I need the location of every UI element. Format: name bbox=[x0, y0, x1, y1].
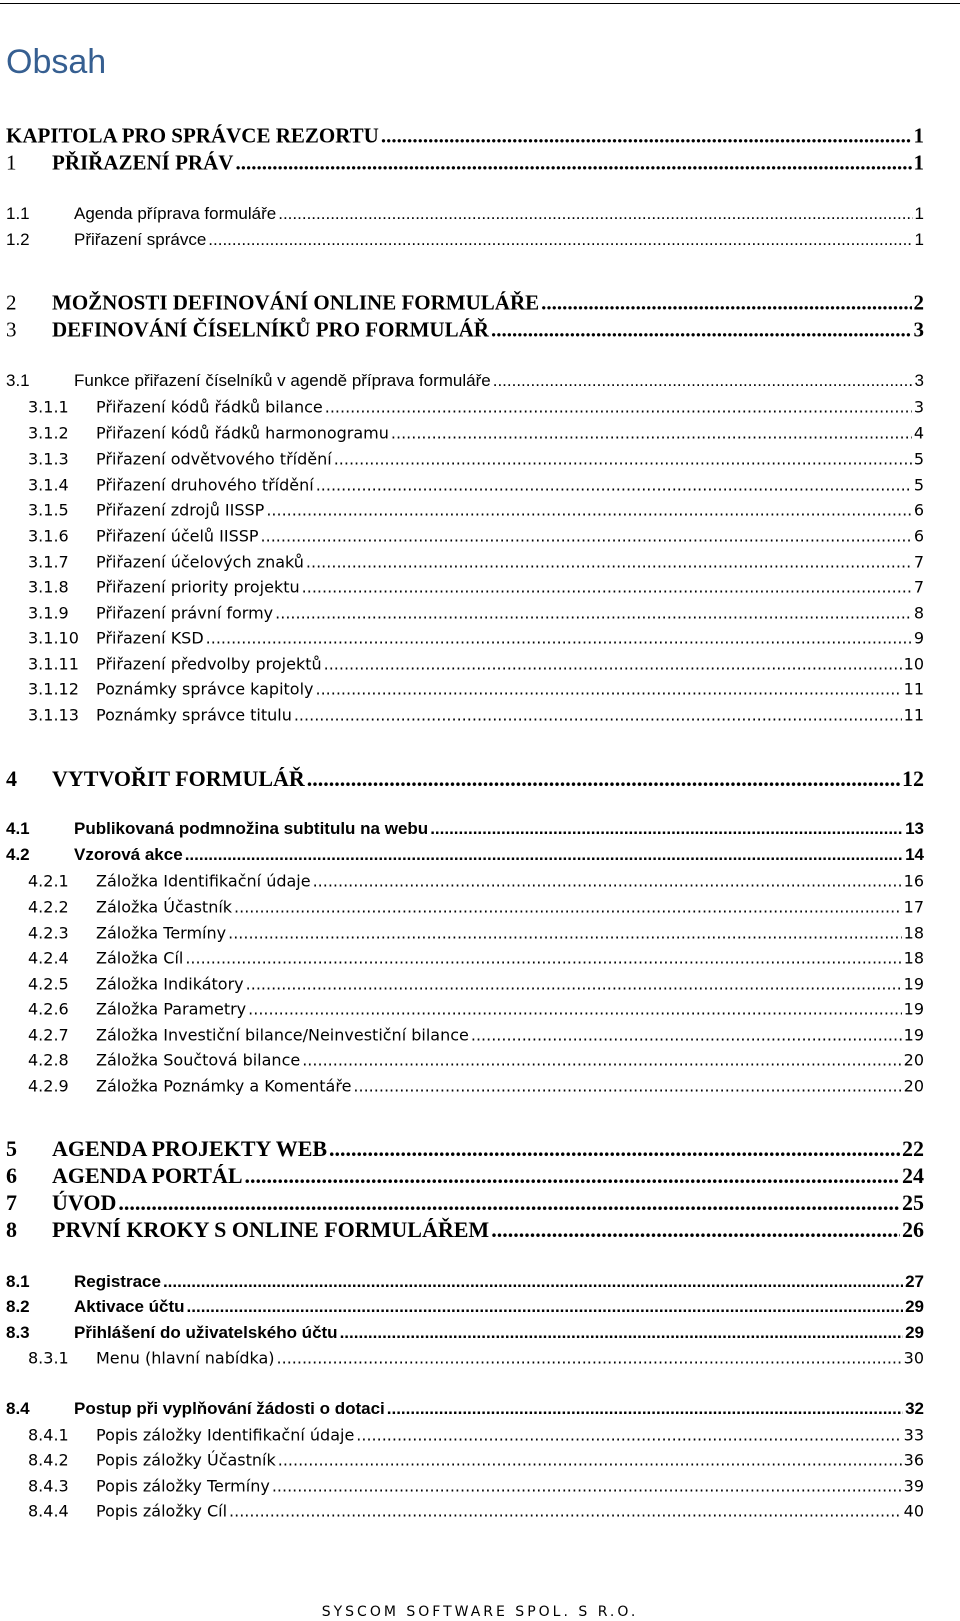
toc-dot-leader bbox=[266, 501, 911, 520]
toc-entry-page: 1 bbox=[913, 150, 924, 175]
toc-entry-number: 4.2.2 bbox=[28, 897, 69, 917]
toc-entry-number: 8.3 bbox=[6, 1323, 30, 1342]
toc-entry-page: 11 bbox=[903, 679, 924, 699]
toc-entry[interactable] bbox=[0, 1000, 960, 1019]
toc-dot-leader bbox=[294, 706, 902, 725]
toc-entry[interactable] bbox=[0, 1399, 960, 1419]
toc-entry-number: 3.1.9 bbox=[28, 603, 69, 623]
toc-dot-leader bbox=[208, 230, 912, 250]
toc-entry-number: 8.3.1 bbox=[28, 1348, 69, 1368]
toc-entry-number: 8.4 bbox=[6, 1399, 30, 1418]
toc-entry[interactable] bbox=[0, 527, 960, 546]
toc-entry-title: Přiřazení účelů IISSP bbox=[96, 526, 259, 546]
toc-dot-leader bbox=[277, 1349, 902, 1368]
toc-entry-number: 4.1 bbox=[6, 819, 30, 838]
toc-dot-leader bbox=[185, 949, 901, 968]
toc-entry[interactable] bbox=[0, 501, 960, 520]
toc-entry[interactable] bbox=[0, 398, 960, 417]
toc-entry-number: 4.2.9 bbox=[28, 1076, 69, 1096]
toc-entry-title: Přiřazení správce bbox=[74, 230, 207, 249]
toc-entry-title: Záložka Parametry bbox=[96, 999, 247, 1019]
toc-entry-title: Popis záložky Termíny bbox=[96, 1476, 270, 1496]
toc-entry-number: 8.4.3 bbox=[28, 1476, 69, 1496]
toc-entry-title: AGENDA PROJEKTY WEB bbox=[52, 1136, 328, 1161]
toc-entry-title: PRVNÍ KROKY S ONLINE FORMULÁŘEM bbox=[52, 1217, 490, 1242]
toc-dot-leader bbox=[307, 766, 900, 792]
toc-entry-title: Záložka Součtová bilance bbox=[96, 1050, 301, 1070]
toc-dot-leader bbox=[334, 450, 912, 469]
toc-dot-leader bbox=[541, 291, 911, 316]
toc-dot-leader bbox=[234, 898, 902, 917]
toc-entry-number: 1.2 bbox=[6, 230, 30, 249]
toc-entry-title: Záložka Indikátory bbox=[96, 974, 244, 994]
toc-entry-number: 2 bbox=[6, 290, 17, 315]
toc-entry-number: 3.1.7 bbox=[28, 552, 69, 572]
toc-entry-page: 1 bbox=[913, 123, 924, 148]
toc-entry[interactable] bbox=[0, 1477, 960, 1496]
toc-entry[interactable] bbox=[0, 819, 960, 839]
toc-entry-title: Popis záložky Cíl bbox=[96, 1501, 228, 1521]
toc-entry-page: 11 bbox=[903, 705, 924, 725]
toc-dot-leader bbox=[278, 1451, 902, 1470]
toc-entry-page: 24 bbox=[902, 1163, 924, 1188]
toc-entry-title: Vzorová akce bbox=[74, 845, 183, 864]
toc-entry-number: 4.2.7 bbox=[28, 1025, 69, 1045]
toc-entry-number: 1 bbox=[6, 150, 17, 175]
toc-dot-leader bbox=[228, 924, 902, 943]
toc-entry-page: 7 bbox=[913, 577, 924, 597]
toc-entry-number: 4.2 bbox=[6, 845, 30, 864]
toc-entry-title: Přiřazení účelových znaků bbox=[96, 552, 304, 572]
toc-entry-page: 33 bbox=[903, 1425, 924, 1445]
toc-entry[interactable] bbox=[0, 151, 960, 176]
toc-dot-leader bbox=[187, 1297, 904, 1317]
toc-dot-leader bbox=[391, 424, 912, 443]
toc-entry[interactable] bbox=[0, 1297, 960, 1317]
toc-entry-number: 8.4.4 bbox=[28, 1501, 69, 1521]
toc-entry-number: 4 bbox=[6, 766, 17, 791]
toc-entry-title: Přihlášení do uživatelského účtu bbox=[74, 1323, 338, 1342]
toc-entry[interactable] bbox=[0, 604, 960, 623]
toc-entry-title: Menu (hlavní nabídka) bbox=[96, 1348, 275, 1368]
toc-entry-number: 3 bbox=[6, 317, 17, 342]
toc-entry-number: 3.1.13 bbox=[28, 705, 79, 725]
toc-dot-leader bbox=[302, 578, 912, 597]
toc-entry-title: Přiřazení druhového třídění bbox=[96, 475, 314, 495]
toc-entry-page: 3 bbox=[913, 397, 924, 417]
toc-entry-number: 3.1.12 bbox=[28, 679, 79, 699]
toc-entry-page: 32 bbox=[905, 1399, 924, 1418]
toc-entry[interactable] bbox=[0, 680, 960, 699]
toc-entry-page: 26 bbox=[902, 1217, 924, 1242]
toc-entry[interactable] bbox=[0, 872, 960, 891]
toc-entry-number: 4.2.1 bbox=[28, 871, 69, 891]
toc-entry-title: Záložka Účastník bbox=[96, 897, 233, 917]
toc-entry[interactable] bbox=[0, 450, 960, 469]
toc-entry-title: Přiřazení předvolby projektů bbox=[96, 654, 322, 674]
toc-entry-page: 13 bbox=[905, 819, 924, 838]
toc-entry-page: 10 bbox=[903, 654, 924, 674]
toc-entry-page: 6 bbox=[913, 526, 924, 546]
toc-entry-title: ÚVOD bbox=[52, 1190, 117, 1215]
toc-entry-number: 3.1.11 bbox=[28, 654, 79, 674]
toc-entry[interactable] bbox=[0, 766, 960, 792]
toc-entry-page: 27 bbox=[905, 1272, 924, 1291]
toc-entry-page: 19 bbox=[903, 974, 924, 994]
toc-dot-leader bbox=[272, 1477, 902, 1496]
toc-dot-leader bbox=[206, 629, 912, 648]
toc-entry-page: 20 bbox=[903, 1050, 924, 1070]
toc-dot-leader bbox=[302, 1051, 901, 1070]
toc-entry-title: DEFINOVÁNÍ ČÍSELNÍKŮ PRO FORMULÁŘ bbox=[52, 317, 489, 342]
toc-entry[interactable] bbox=[0, 424, 960, 443]
toc-entry-number: 8.1 bbox=[6, 1272, 30, 1291]
toc-entry-page: 5 bbox=[913, 475, 924, 495]
toc-dot-leader bbox=[313, 872, 902, 891]
toc-dot-leader bbox=[325, 398, 912, 417]
toc-entry-title: Přiřazení kódů řádků bilance bbox=[96, 397, 323, 417]
toc-entry-number: 4.2.8 bbox=[28, 1050, 69, 1070]
toc-entry-page: 14 bbox=[905, 845, 924, 864]
toc-entry-title: Záložka Investiční bilance/Neinvestiční bilance bbox=[96, 1025, 469, 1045]
toc-entry-page: 7 bbox=[913, 552, 924, 572]
toc-entry-number: 3.1.1 bbox=[28, 397, 69, 417]
toc-dot-leader bbox=[235, 151, 911, 176]
toc-entry[interactable] bbox=[0, 318, 960, 343]
toc-entry-page: 9 bbox=[913, 628, 924, 648]
toc-entry-title: Přiřazení zdrojů IISSP bbox=[96, 500, 265, 520]
toc-entry-number: 6 bbox=[6, 1163, 17, 1188]
toc-entry-number: 8.2 bbox=[6, 1297, 30, 1316]
toc-entry-number: 4.2.6 bbox=[28, 999, 69, 1019]
toc-entry-number: 8 bbox=[6, 1217, 17, 1242]
toc-dot-leader bbox=[185, 845, 903, 865]
toc-entry[interactable] bbox=[0, 706, 960, 725]
toc-entry[interactable] bbox=[0, 553, 960, 572]
toc-dot-leader bbox=[381, 124, 912, 149]
toc-dot-leader bbox=[278, 204, 912, 224]
toc-entry-title: KAPITOLA PRO SPRÁVCE REZORTU bbox=[6, 123, 379, 148]
toc-dot-leader bbox=[493, 371, 913, 391]
toc-dot-leader bbox=[324, 655, 902, 674]
toc-entry-title: Poznámky správce kapitoly bbox=[96, 679, 314, 699]
toc-entry-page: 29 bbox=[905, 1323, 924, 1342]
toc-entry[interactable] bbox=[0, 230, 960, 250]
toc-entry-page: 39 bbox=[903, 1476, 924, 1496]
toc-dot-leader bbox=[491, 318, 912, 343]
toc-dot-leader bbox=[246, 975, 902, 994]
toc-dot-leader bbox=[356, 1426, 901, 1445]
toc-entry[interactable] bbox=[0, 1163, 960, 1189]
toc-entry-page: 8 bbox=[913, 603, 924, 623]
toc-entry-number: 4.2.4 bbox=[28, 948, 69, 968]
toc-entry[interactable] bbox=[0, 898, 960, 917]
toc-entry-page: 19 bbox=[903, 999, 924, 1019]
toc-entry-number: 3.1.10 bbox=[28, 628, 79, 648]
top-rule bbox=[0, 3, 960, 4]
toc-entry-title: Postup při vyplňování žádosti o dotaci bbox=[74, 1399, 385, 1418]
toc-entry[interactable] bbox=[0, 1451, 960, 1470]
toc-entry-title: VYTVOŘIT FORMULÁŘ bbox=[52, 766, 305, 791]
toc-entry-title: MOŽNOSTI DEFINOVÁNÍ ONLINE FORMULÁŘE bbox=[52, 290, 540, 315]
toc-entry-title: Záložka Cíl bbox=[96, 948, 184, 968]
toc-entry-page: 18 bbox=[903, 948, 924, 968]
toc-entry-number: 4.2.5 bbox=[28, 974, 69, 994]
toc-entry[interactable] bbox=[0, 1272, 960, 1292]
toc-entry-page: 3 bbox=[913, 317, 924, 342]
toc-entry-title: Záložka Poznámky a Komentáře bbox=[96, 1076, 352, 1096]
toc-entry-page: 16 bbox=[903, 871, 924, 891]
toc-entry-number: 7 bbox=[6, 1190, 17, 1215]
toc-entry-number: 8.4.2 bbox=[28, 1450, 69, 1470]
toc-entry[interactable] bbox=[0, 1349, 960, 1368]
toc-entry[interactable] bbox=[0, 124, 960, 149]
toc-entry[interactable] bbox=[0, 975, 960, 994]
toc-entry-title: Přiřazení právní formy bbox=[96, 603, 274, 623]
toc-entry-number: 3.1.6 bbox=[28, 526, 69, 546]
toc-entry-page: 22 bbox=[902, 1136, 924, 1161]
toc-entry[interactable] bbox=[0, 1217, 960, 1243]
toc-dot-leader bbox=[430, 819, 903, 839]
toc-entry-number: 8.4.1 bbox=[28, 1425, 69, 1445]
toc-entry-number: 3.1.2 bbox=[28, 423, 69, 443]
toc-entry-number: 3.1.8 bbox=[28, 577, 69, 597]
toc-entry[interactable] bbox=[0, 949, 960, 968]
toc-entry[interactable] bbox=[0, 1051, 960, 1070]
toc-entry-title: PŘIŘAZENÍ PRÁV bbox=[52, 150, 234, 175]
toc-dot-leader bbox=[306, 553, 912, 572]
toc-dot-leader bbox=[248, 1000, 902, 1019]
toc-entry-number: 3.1.3 bbox=[28, 449, 69, 469]
toc-entry[interactable] bbox=[0, 1502, 960, 1521]
toc-entry-page: 17 bbox=[903, 897, 924, 917]
toc-dot-leader bbox=[245, 1163, 900, 1189]
toc-entry-title: Poznámky správce titulu bbox=[96, 705, 292, 725]
toc-entry-title: Záložka Identifikační údaje bbox=[96, 871, 311, 891]
toc-entry[interactable] bbox=[0, 845, 960, 865]
toc-entry-page: 3 bbox=[914, 371, 924, 390]
toc-entry-number: 3.1.5 bbox=[28, 500, 69, 520]
toc-entry-title: Aktivace účtu bbox=[74, 1297, 185, 1316]
toc-entry-page: 18 bbox=[903, 923, 924, 943]
toc-entry-title: Popis záložky Účastník bbox=[96, 1450, 276, 1470]
toc-entry[interactable] bbox=[0, 1136, 960, 1162]
toc-entry[interactable] bbox=[0, 1026, 960, 1045]
toc-entry[interactable] bbox=[0, 578, 960, 597]
toc-entry-title: Publikovaná podmnožina subtitulu na webu bbox=[74, 819, 429, 838]
toc-entry-title: Přiřazení KSD bbox=[96, 628, 204, 648]
toc-entry-page: 19 bbox=[903, 1025, 924, 1045]
toc-dot-leader bbox=[315, 680, 901, 699]
toc-entry-title: AGENDA PORTÁL bbox=[52, 1163, 243, 1188]
toc-dot-leader bbox=[353, 1077, 901, 1096]
toc-entry-title: Funkce přiřazení číselníků v agendě příprava formuláře bbox=[74, 371, 491, 390]
toc-entry-page: 6 bbox=[913, 500, 924, 520]
toc-entry[interactable] bbox=[0, 291, 960, 316]
toc-entry[interactable] bbox=[0, 1323, 960, 1343]
toc-entry-page: 1 bbox=[914, 230, 924, 249]
toc-entry[interactable] bbox=[0, 476, 960, 495]
toc-entry[interactable] bbox=[0, 371, 960, 391]
toc-dot-leader bbox=[229, 1502, 902, 1521]
toc-dot-leader bbox=[340, 1323, 904, 1343]
toc-entry-number: 3.1 bbox=[6, 371, 30, 390]
toc-entry-number: 3.1.4 bbox=[28, 475, 69, 495]
toc-entry-page: 4 bbox=[913, 423, 924, 443]
toc-entry-page: 12 bbox=[902, 766, 924, 791]
toc-entry[interactable] bbox=[0, 924, 960, 943]
toc-dot-leader bbox=[491, 1217, 900, 1243]
toc-entry-number: 4.2.3 bbox=[28, 923, 69, 943]
toc-entry-page: 20 bbox=[903, 1076, 924, 1096]
toc-dot-leader bbox=[316, 476, 912, 495]
toc-dot-leader bbox=[275, 604, 912, 623]
toc-entry-title: Přiřazení odvětvového třídění bbox=[96, 449, 332, 469]
toc-entry[interactable] bbox=[0, 1077, 960, 1096]
toc-entry-number: 5 bbox=[6, 1136, 17, 1161]
toc-entry[interactable] bbox=[0, 204, 960, 224]
toc-entry-page: 29 bbox=[905, 1297, 924, 1316]
toc-entry-title: Přiřazení kódů řádků harmonogramu bbox=[96, 423, 389, 443]
toc-entry-title: Přiřazení priority projektu bbox=[96, 577, 300, 597]
toc-entry-page: 5 bbox=[913, 449, 924, 469]
toc-entry-number: 1.1 bbox=[6, 204, 30, 223]
toc-entry[interactable] bbox=[0, 1426, 960, 1445]
toc-entry-page: 1 bbox=[914, 204, 924, 223]
toc-entry-title: Registrace bbox=[74, 1272, 161, 1291]
toc-entry[interactable] bbox=[0, 655, 960, 674]
toc-entry-page: 25 bbox=[902, 1190, 924, 1215]
toc-entry-title: Záložka Termíny bbox=[96, 923, 227, 943]
toc-entry-page: 30 bbox=[903, 1348, 924, 1368]
page-title: Obsah bbox=[6, 43, 107, 81]
toc-dot-leader bbox=[329, 1136, 900, 1162]
toc-dot-leader bbox=[163, 1272, 903, 1292]
toc-entry-title: Popis záložky Identifikační údaje bbox=[96, 1425, 355, 1445]
toc-entry-title: Agenda příprava formuláře bbox=[74, 204, 277, 223]
toc-dot-leader bbox=[261, 527, 912, 546]
toc-entry-page: 36 bbox=[903, 1450, 924, 1470]
toc-entry[interactable] bbox=[0, 629, 960, 648]
page-footer: SYSCOM SOFTWARE SPOL. S R.O. bbox=[321, 1604, 639, 1620]
toc-entry-page: 40 bbox=[903, 1501, 924, 1521]
toc-dot-leader bbox=[387, 1399, 903, 1419]
toc-dot-leader bbox=[118, 1190, 900, 1216]
toc-dot-leader bbox=[471, 1026, 902, 1045]
toc-entry[interactable] bbox=[0, 1190, 960, 1216]
toc-entry-page: 2 bbox=[913, 290, 924, 315]
